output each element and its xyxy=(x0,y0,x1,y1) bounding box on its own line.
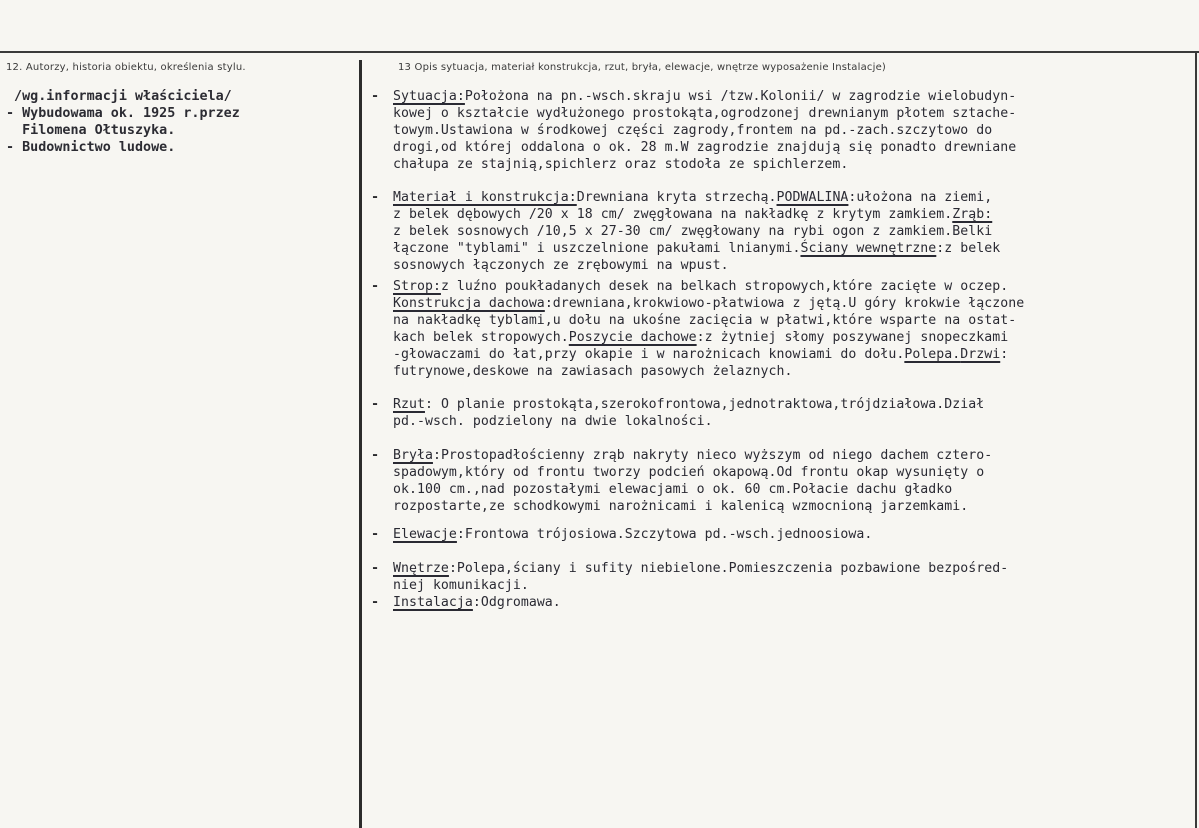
text-segment: :z żytniej słomy poszywanej snopeczkami xyxy=(696,330,1009,345)
section-12-header: 12. Autorzy, historia obiektu, określenia stylu. xyxy=(6,62,246,73)
paragraph-lines xyxy=(393,447,992,515)
text-segment: rozpostarte,ze schodkowymi narożnicami i kalenicą wzmocnioną jarzemkami. xyxy=(393,499,969,514)
section-13-header: 13 Opis sytuacja, materiał konstrukcja, rzut, bryła, elewacje, wnętrze wyposażenie Instalacje) xyxy=(398,62,887,73)
underlined-heading: Konstrukcja dachowa xyxy=(393,296,545,311)
bullet-dash: - xyxy=(371,89,380,104)
underlined-heading: Materiał i konstrukcja: xyxy=(393,190,577,205)
bullet-dash: - xyxy=(371,190,380,205)
text-segment: pd.-wsch. podzielony na dwie lokalności. xyxy=(393,414,713,429)
bullet-dash: - xyxy=(371,448,380,463)
underlined-heading: Polepa. xyxy=(904,347,961,362)
text-segment: z luźno poukładanych desek na belkach stropowych,które zacięte w oczep. xyxy=(440,279,1009,294)
text-segment: Drewniana kryta strzechą. xyxy=(576,190,777,205)
text-segment: chałupa ze stajnią,spichlerz oraz stodoła ze spichlerzem. xyxy=(393,157,849,172)
underlined-heading: Sytuacja: xyxy=(393,89,465,104)
left-line: - Budownictwo ludowe. xyxy=(6,140,176,155)
underlined-heading: Wnętrze xyxy=(393,561,449,576)
text-line xyxy=(393,329,1024,346)
text-segment: futrynowe,deskowe na zawiasach pasowych żelaznych. xyxy=(393,364,793,379)
authors-history-column xyxy=(6,88,346,156)
paragraph-lines xyxy=(393,278,1024,380)
paragraph-lines xyxy=(393,526,872,543)
bullet-dash: - xyxy=(371,595,380,610)
text-segment: :Frontowa trójosiowa.Szczytowa pd.-wsch.jednoosiowa. xyxy=(456,527,873,542)
underlined-heading: Poszycie dachowe xyxy=(568,330,697,345)
text-segment: niej komunikacji. xyxy=(393,578,529,593)
paragraph-lines xyxy=(393,88,1016,173)
text-line xyxy=(393,498,992,515)
underlined-heading: Zrąb: xyxy=(952,207,993,222)
text-segment: :z belek xyxy=(936,241,1001,256)
text-line xyxy=(393,447,992,464)
text-line xyxy=(393,88,1016,105)
text-line xyxy=(393,594,561,611)
bullet-dash: - xyxy=(371,397,380,412)
text-segment: : O planie prostokąta,szerokofrontowa,jednotraktowa,trójdziałowa.Dział xyxy=(424,397,985,412)
text-line xyxy=(393,156,1016,173)
underlined-heading: Instalacja xyxy=(393,595,473,610)
text-segment: :Odgromawa. xyxy=(472,595,561,610)
text-line xyxy=(393,295,1024,312)
text-segment: -głowaczami do łat,przy okapie i w narożnicach knowiami do dołu. xyxy=(393,347,905,362)
text-line xyxy=(393,464,992,481)
text-line xyxy=(393,278,1024,295)
text-line xyxy=(393,240,1000,257)
text-line xyxy=(393,363,1024,380)
text-segment: z belek dębowych /20 x 18 cm/ zwęgłowana na nakładkę z krytym zamkiem. xyxy=(393,207,953,222)
text-segment: kowej o kształcie wydłużonego prostokąta,ogrodzonej drewnianym płotem sztache- xyxy=(393,106,1017,121)
bullet-dash: - xyxy=(371,527,380,542)
right-rule xyxy=(1195,51,1197,828)
text-segment: :Prostopadłościenny zrąb nakryty nieco wyższym od niego dachem cztero- xyxy=(432,448,993,463)
text-segment: sosnowych łączonych ze zrębowymi na wpust. xyxy=(393,258,729,273)
text-line xyxy=(393,257,1000,274)
text-line xyxy=(393,396,984,413)
text-segment: towym.Ustawiona w środkowej części zagrody,frontem na pd.-zach.szczytowo do xyxy=(393,123,993,138)
underlined-heading: Ściany wewnętrzne xyxy=(800,241,937,256)
underlined-heading: Bryła xyxy=(393,448,433,463)
text-segment: drogi,od której oddalona o ok. 28 m.W zagrodzie znajdują się ponadto drewniane xyxy=(393,140,1017,155)
top-rule xyxy=(0,51,1199,53)
text-line xyxy=(393,122,1016,139)
column-divider xyxy=(359,60,362,828)
text-segment: z belek sosnowych /10,5 x 27-30 cm/ zwęgłowany na rybi ogon z zamkiem.Belki xyxy=(393,224,993,239)
text-line xyxy=(393,105,1016,122)
text-line xyxy=(393,312,1024,329)
underlined-heading: Rzut xyxy=(393,397,425,412)
text-segment: :Polepa,ściany i sufity niebielone.Pomieszczenia pozbawione bezpośred- xyxy=(448,561,1009,576)
text-segment: spadowym,który od frontu tworzy podcień okapową.Od frontu okap wysunięty o xyxy=(393,465,985,480)
text-line xyxy=(393,139,1016,156)
text-line xyxy=(393,560,1008,577)
text-segment: łączone "tyblami" i uszczelnione pakułami lnianymi. xyxy=(393,241,801,256)
text-line xyxy=(393,577,1008,594)
paragraph-lines xyxy=(393,560,1008,594)
paragraph-lines xyxy=(393,189,1000,274)
text-segment: :drewniana,krokwiowo-płatwiowa z jętą.U góry krokwie łączone xyxy=(544,296,1025,311)
text-line xyxy=(393,223,1000,240)
text-line xyxy=(393,413,984,430)
bullet-dash: - xyxy=(371,561,380,576)
text-segment: na nakładkę tyblami,u dołu na ukośne zacięcia w płatwi,które wsparte na ostat- xyxy=(393,313,1017,328)
left-line: - Wybudowama ok. 1925 r.przez xyxy=(6,106,240,121)
paragraph-lines xyxy=(393,594,561,611)
paragraph-lines xyxy=(393,396,984,430)
text-line xyxy=(393,481,992,498)
text-line xyxy=(393,346,1024,363)
text-segment: ok.100 cm.,nad pozostałymi elewacjami o ok. 60 cm.Połacie dachu gładko xyxy=(393,482,953,497)
text-line xyxy=(393,189,1000,206)
underlined-heading: Strop: xyxy=(393,279,441,294)
text-segment: Położona na pn.-wsch.skraju wsi /tzw.Kolonii/ w zagrodzie wielobudyn- xyxy=(464,89,1017,104)
left-line: /wg.informacji właściciela/ xyxy=(6,89,232,104)
text-segment: : xyxy=(1000,347,1009,362)
underlined-heading: PODWALINA xyxy=(776,190,849,205)
text-segment: kach belek stropowych. xyxy=(393,330,569,345)
underlined-heading: Drzwi xyxy=(960,347,1001,362)
bullet-dash: - xyxy=(371,279,380,294)
left-line: Filomena Ołtuszyka. xyxy=(6,123,176,138)
text-line xyxy=(393,206,1000,223)
text-line xyxy=(393,526,872,543)
text-segment: :ułożona na ziemi, xyxy=(848,190,993,205)
underlined-heading: Elewacje xyxy=(393,527,457,542)
